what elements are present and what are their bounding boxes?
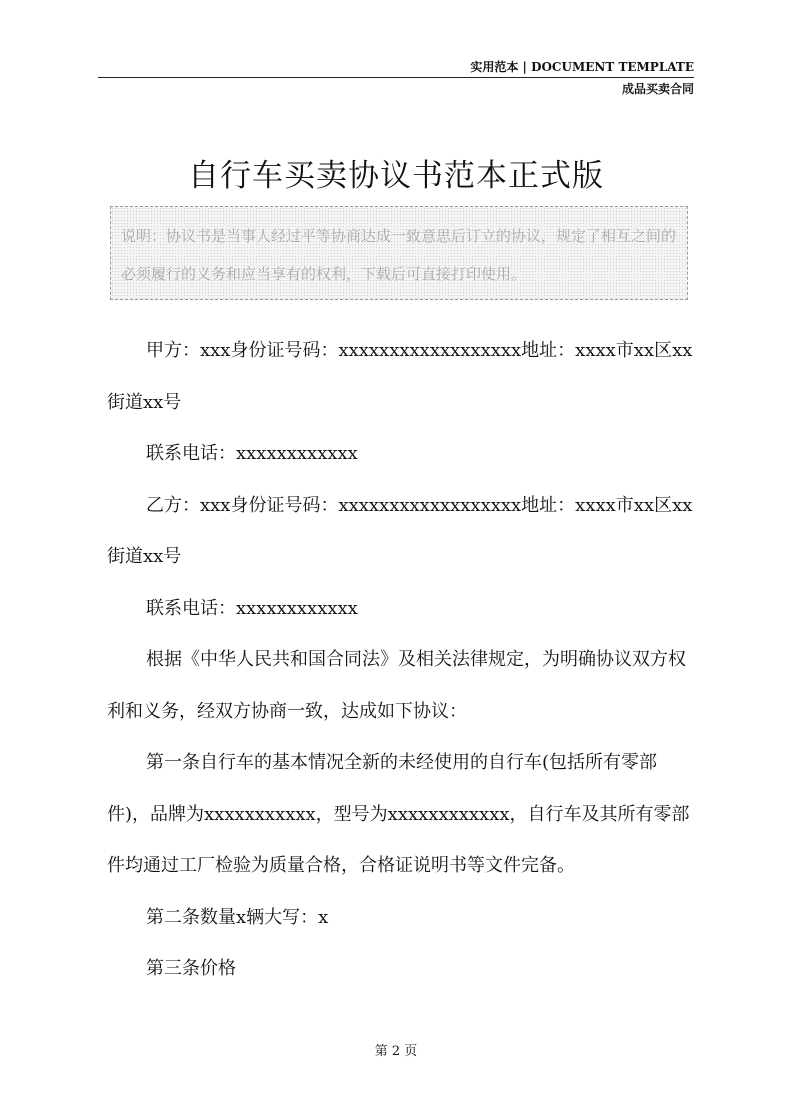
legal-basis-paragraph: 根据《中华人民共和国合同法》及相关法律规定，为明确协议双方权利和义务，经双方协商一致，达成如下协议：	[107, 649, 686, 722]
header-template-label: 实用范本 | DOCUMENT TEMPLATE	[470, 60, 694, 74]
page-number: 第 2 页	[374, 1044, 418, 1059]
party-b-info: 乙方：xxx身份证号码：xxxxxxxxxxxxxxxxxx地址：xxxx市xx区xx街道xx号	[107, 494, 693, 567]
article-1-paragraph: 第一条自行车的基本情况全新的未经使用的自行车(包括所有零部件)，品牌为xxxxxxxxxxx，型号为xxxxxxxxxxxx，自行车及其所有零部件均通过工厂检验为质量合格，合格证说明书等文件完备。	[107, 752, 690, 876]
party-a-info: 甲方：xxx身份证号码：xxxxxxxxxxxxxxxxxx地址：xxxx市xx区xx街道xx号	[107, 340, 693, 413]
document-title: 自行车买卖协议书范本正式版	[188, 158, 604, 194]
header-divider	[98, 77, 694, 78]
article-3-paragraph: 第三条价格	[146, 958, 236, 979]
party-b-phone: 联系电话：xxxxxxxxxxxx	[146, 597, 358, 619]
article-2-paragraph: 第二条数量x辆大写：x	[146, 906, 329, 928]
header-category-label: 成品买卖合同	[621, 82, 694, 96]
description-note-text: 说明：协议书是当事人经过平等协商达成一致意思后订立的协议，规定了相互之间的必须履行的义务和应当享有的权利，下载后可直接打印使用。	[121, 227, 677, 283]
description-note-box	[110, 206, 688, 300]
party-a-phone: 联系电话：xxxxxxxxxxxx	[146, 443, 358, 464]
document-body	[107, 325, 697, 995]
